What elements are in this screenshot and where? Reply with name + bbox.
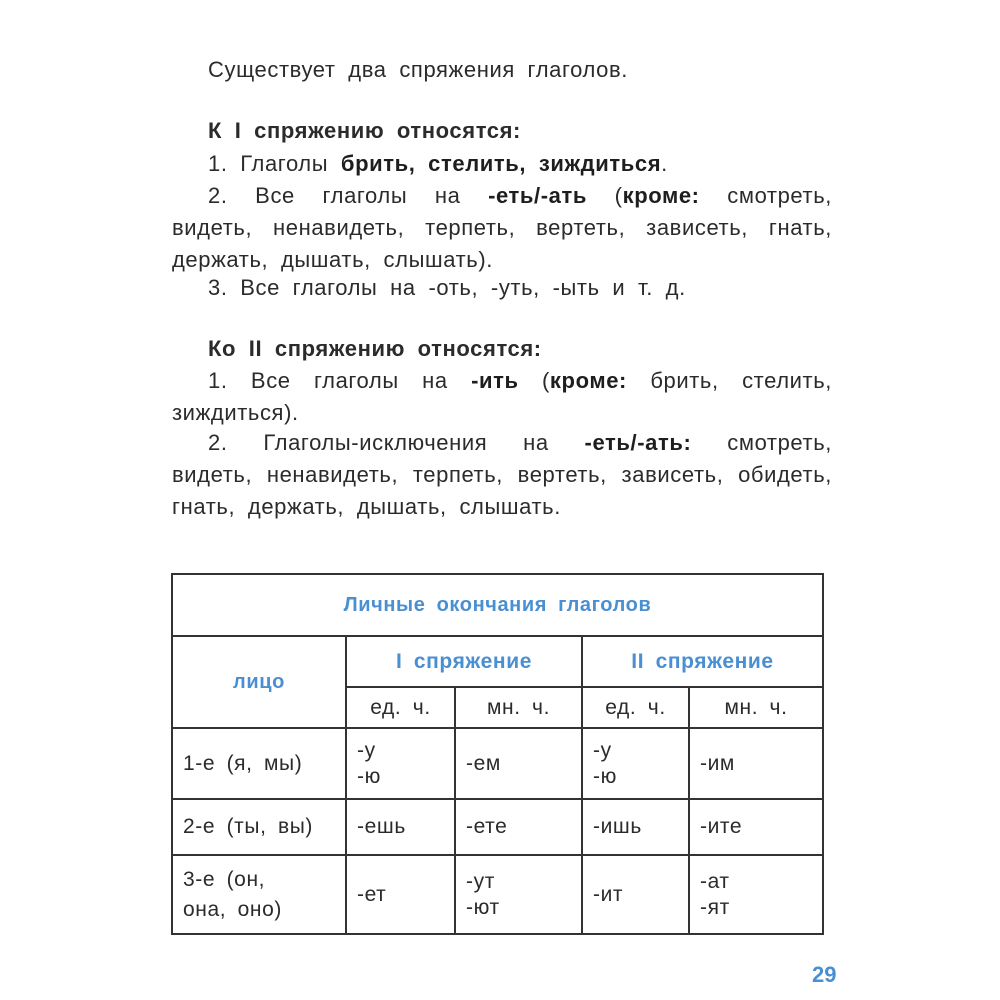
section1-item1 [172, 148, 832, 180]
row2-c1-pl: -ете [466, 815, 508, 838]
ending: -у [357, 738, 376, 762]
conj1-header: I спряжение [395, 649, 532, 673]
conj2-sg-header: ед. ч. [605, 695, 666, 719]
row1-c1-pl: -ем [466, 751, 501, 775]
section2-item2-bold: -еть/-ать: [584, 430, 692, 455]
conj1-sg-header: ед. ч. [370, 695, 431, 719]
ending: -ут [466, 869, 495, 893]
ending: -ю [593, 764, 617, 788]
section1-item1-prefix: 1. Глаголы [208, 151, 341, 176]
row1-c2-sg [583, 729, 688, 798]
section1-item2-bold2: кроме: [622, 183, 700, 208]
section1-item2-rest: смотреть, видеть, ненавидеть, терпеть, вертеть, зависеть, гнать, держать, дышать, слышать). [172, 183, 832, 272]
section1-item2 [172, 180, 832, 276]
row1-person: 1-е (я, мы) [183, 751, 303, 775]
ending: -ят [700, 895, 730, 919]
conj2-pl-header: мн. ч. [724, 695, 788, 719]
section1-item1-suffix: . [661, 151, 668, 176]
section2-item2-prefix: 2. Глаголы-исключения на [208, 430, 585, 455]
row1-c1-sg [347, 729, 454, 798]
section2-item1-bold2: кроме: [549, 368, 627, 393]
page-number: 29 [812, 962, 837, 987]
row3-person [173, 856, 345, 933]
section1-item1-bold: брить, стелить, зиждиться [340, 151, 662, 176]
section2-item1-rest: брить, стелить, зиждиться). [172, 368, 832, 425]
conj1-pl-header: мн. ч. [486, 695, 551, 719]
intro-text: Существует два спряжения глаголов. [208, 57, 628, 82]
row3-c2-pl [690, 856, 822, 933]
row2-c1-sg: -ешь [357, 815, 406, 838]
section2-title: Ко II спряжению относятся: [208, 336, 542, 361]
section1-item3: 3. Все глаголы на -оть, -уть, -ыть и т. д. [208, 275, 686, 300]
section1-item2-prefix: 2. Все глаголы на [208, 183, 489, 208]
table-title: Личные окончания глаголов [343, 593, 652, 616]
section1-title: К I спряжению относятся: [208, 118, 521, 143]
row3-c1-pl [456, 856, 581, 933]
row3-c1-sg: -ет [357, 882, 387, 906]
section1-item2-mid: ( [587, 183, 623, 208]
section2-item2-rest: смотреть, видеть, ненавидеть, терпеть, вертеть, зависеть, обидеть, гнать, держать, дышать, слышать. [172, 430, 832, 519]
person-line: она, оно) [183, 897, 282, 921]
row3-c2-sg: -ит [593, 882, 624, 906]
conj2-header: II спряжение [631, 649, 774, 673]
section2-item1-mid: ( [518, 368, 550, 393]
section2-item1-bold: -ить [471, 368, 519, 393]
row2-person: 2-е (ты, вы) [183, 815, 314, 838]
ending: -у [593, 738, 612, 762]
section1-item2-bold: -еть/-ать [488, 183, 588, 208]
person-header: лицо [233, 670, 285, 693]
ending: -ют [466, 895, 500, 919]
ending: -ю [357, 764, 381, 788]
row1-c2-pl: -им [700, 751, 735, 775]
section2-item1 [172, 365, 832, 429]
person-line: 3-е (он, [183, 867, 266, 891]
section2-item2 [172, 427, 832, 523]
ending: -ат [700, 869, 730, 893]
verb-endings-table [171, 573, 824, 935]
row2-c2-pl: -ите [700, 815, 743, 838]
section2-item1-prefix: 1. Все глаголы на [208, 368, 472, 393]
row2-c2-sg: -ишь [593, 815, 642, 838]
